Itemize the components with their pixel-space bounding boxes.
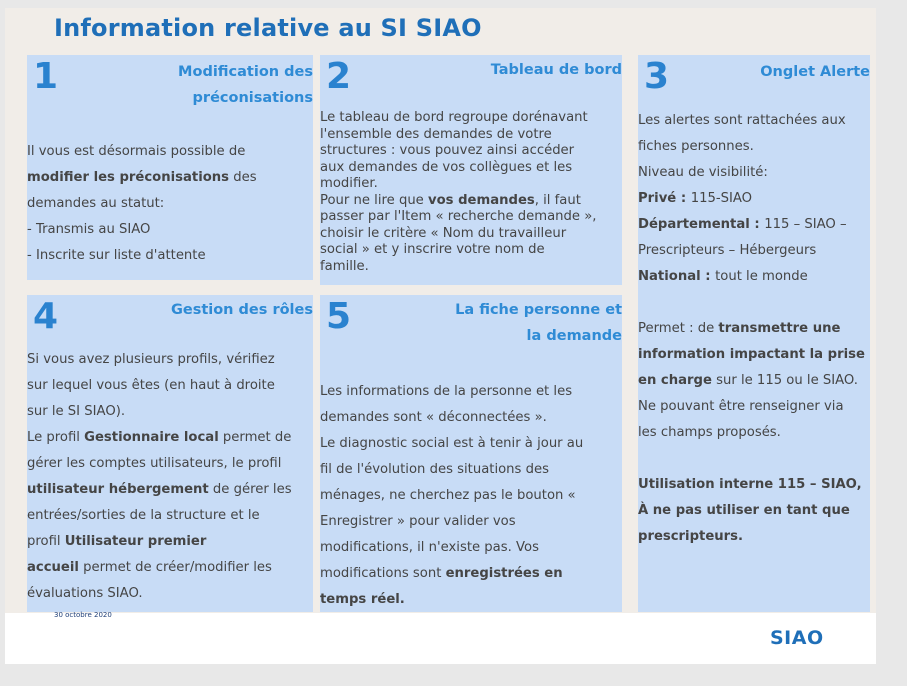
card-number: 2 [326,56,352,97]
card-4-gestion-des-roles [27,295,313,612]
card-number: 4 [33,296,59,337]
siao-logo: SIAO [770,627,824,649]
slide-footer [5,613,876,664]
card-2-tableau-de-bord [320,55,622,285]
card-body: Les alertes sont rattachées aux fiches personnes. Niveau de visibilité: Privé : 115-SIAO Départemental : 115 – SIAO – Prescripteurs – Hébergeurs National : tout le monde Permet : de transmettre une information impactant la prise en charge sur le 115 ou le SIAO. Ne pouvant être renseigner via les champs proposés. Utilisation interne 115 – SIAO, À ne pas utiliser en tant que prescripteurs. [638,113,865,544]
card-title: Modification des préconisations [178,64,313,106]
card-3-onglet-alerte [638,55,870,612]
card-1-modification-preconisations [27,55,313,280]
card-title: La fiche personne et la demande [455,302,622,344]
card-body: Si vous avez plusieurs profils, vérifiez sur lequel vous êtes (en haut à droite sur le SI SIAO). Le profil Gestionnaire local permet de gérer les comptes utilisateurs, le profil utilisateur hébergement de gérer les entrées/sorties de la structure et le profil Utilisateur premier accueil permet de créer/modifier les évaluations SIAO. [27,352,292,601]
card-title: Gestion des rôles [170,302,313,318]
card-body: Les informations de la personne et les demandes sont « déconnectées ». Le diagnostic social est à tenir à jour au fil de l'évolution des situations des ménages, ne cherchez pas le bouton « Enregistrer » pour valider vos modifications, il n'existe pas. Vos modifications sont enregistrées en temps réel. [320,384,584,607]
card-title: Tableau de bord [490,62,622,78]
slide [5,8,876,664]
footer-date: 30 octobre 2020 [54,611,112,619]
card-number: 1 [33,56,59,97]
page-title: Information relative au SI SIAO [54,14,482,42]
card-title: Onglet Alerte [760,64,870,80]
card-body: Le tableau de bord regroupe dorénavant l'ensemble des demandes de votre structures : vous pouvez ainsi accéder aux demandes de vos collègues et les modifier. Pour ne lire que vos demandes, il faut passer par l'Item « recherche demande », choisir le critère « Nom du travailleur social » et y inscrire votre nom de famille. [320,110,597,274]
card-number: 5 [326,296,352,337]
card-body: Il vous est désormais possible de modifier les préconisations des demandes au statut: - Transmis au SIAO - Inscrite sur liste d'attente [27,144,257,263]
card-5-fiche-personne [320,295,622,612]
card-number: 3 [644,56,670,97]
